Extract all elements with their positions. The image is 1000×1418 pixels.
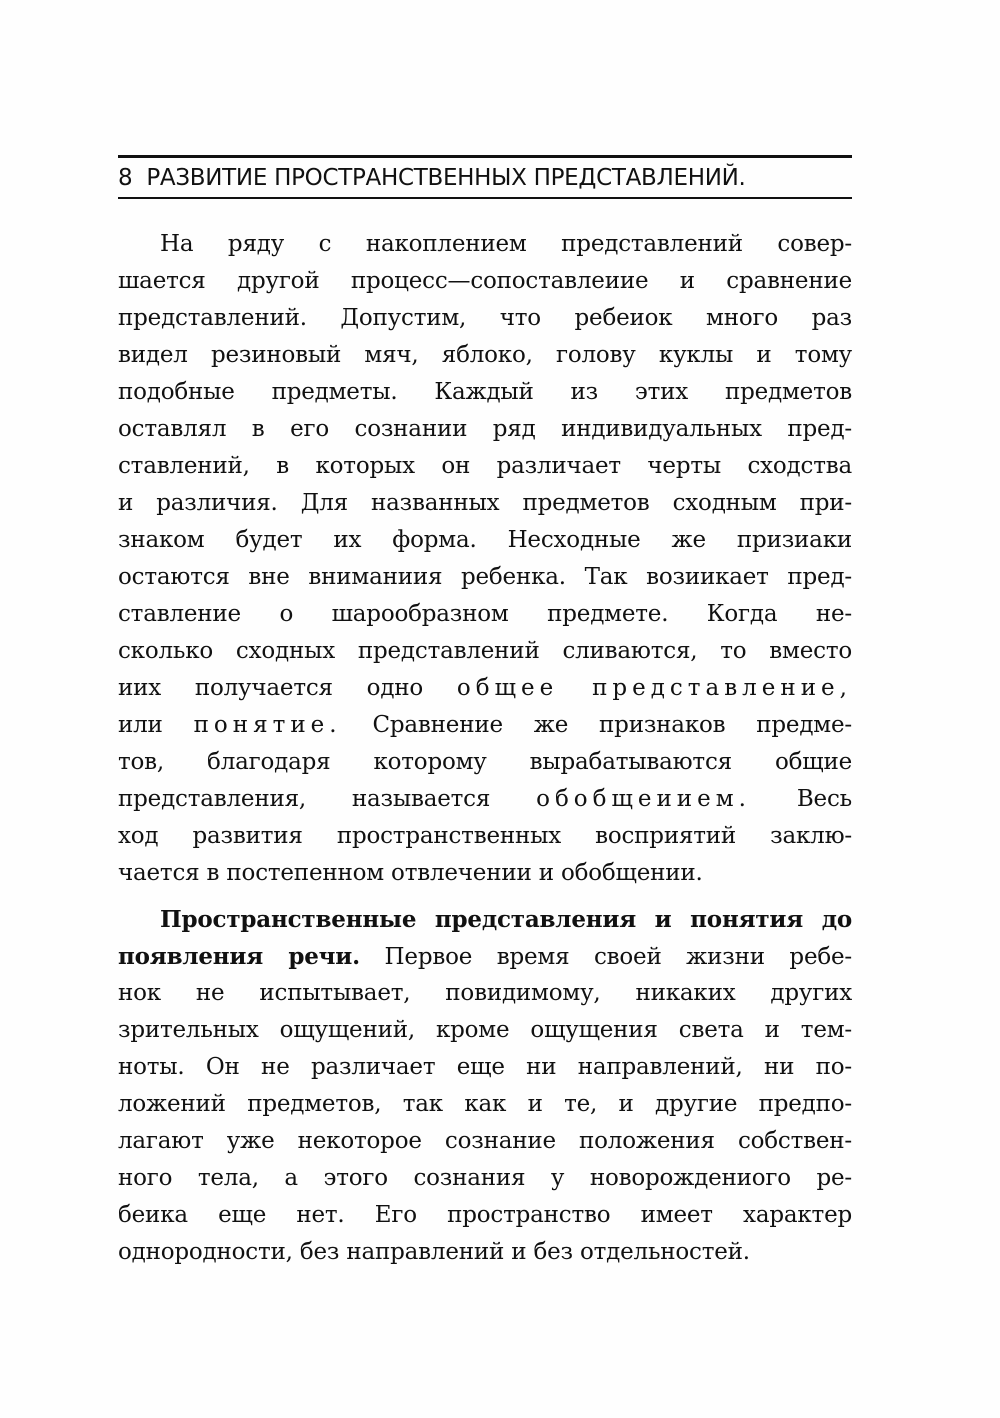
section-heading: Пространственные представления и понятия до [160, 906, 852, 933]
text-run: Первое время своей жизни ребе- [384, 944, 852, 970]
running-head [118, 155, 852, 199]
text-line: знаком будет их форма. Несходные же призиаки [118, 527, 852, 553]
text-line: На ряду с накоплением представлений совер- [160, 231, 852, 257]
text-line: зрительных ощущений, кроме ощущения света и тем- [118, 1017, 852, 1043]
text-run: Сравнение же признаков предме- [372, 712, 852, 738]
text-line: ставление о шарообразном предмете. Когда не- [118, 601, 852, 627]
text-line: однородности, без направлений и без отдельностей. [118, 1239, 750, 1265]
spaced-term: общее [456, 675, 559, 701]
text-line: нок не испытывает, повидимому, никаких других [118, 980, 852, 1006]
header-line [118, 158, 852, 191]
spaced-term: обобщеиием. [536, 786, 751, 812]
paragraph-2 [118, 901, 852, 1271]
text-run: или [118, 712, 163, 738]
text-line: ного тела, а этого сознания у новорождениого ре- [118, 1165, 852, 1191]
page-number: 8 [118, 165, 133, 191]
text-line [118, 670, 852, 707]
text-line: тов, благодаря которому вырабатываются общие [118, 749, 852, 775]
text-line [118, 938, 852, 975]
text-line: ноты. Он не различает еще ни направлений, ни по- [118, 1054, 852, 1080]
text-line: ложений предметов, так как и те, и другие предпо- [118, 1091, 852, 1117]
text-line: шается другой процесс—сопоставлеиие и сравнение [118, 268, 852, 294]
text-line: лагают уже некоторое сознание положения собствен- [118, 1128, 852, 1154]
running-title: РАЗВИТИЕ ПРОСТРАНСТВЕННЫХ ПРЕДСТАВЛЕНИЙ. [146, 165, 746, 191]
text-run: представления, называется [118, 786, 491, 812]
text-line: чается в постепенном отвлечении и обобщении. [118, 860, 703, 886]
text-line: видел резиновый мяч, яблоко, голову куклы и тому [118, 342, 852, 368]
text-line: ход развития пространственных восприятий заклю- [118, 823, 852, 849]
text-line: ставлений, в которых он различает черты сходства [118, 453, 852, 479]
text-line: беика еще нет. Его пространство имеет характер [118, 1202, 852, 1228]
text-line: и различия. Для названных предметов сходным при- [118, 490, 852, 516]
paragraph-1 [118, 226, 852, 892]
text-run: иих получается одно [118, 675, 424, 701]
spaced-term: понятие. [193, 712, 342, 738]
spaced-term: представление, [592, 675, 852, 701]
body-text [118, 226, 852, 1271]
text-run: Весь [796, 786, 852, 812]
section-heading-end: появления речи. [118, 943, 360, 970]
text-line: сколько сходных представлений сливаются, то вместо [118, 638, 852, 664]
text-line [118, 707, 852, 744]
text-line: представлений. Допустим, что ребеиок много раз [118, 305, 852, 331]
text-line: оставлял в его сознании ряд индивидуальных пред- [118, 416, 852, 442]
text-line [118, 781, 852, 818]
text-line: остаются вне вниманиия ребенка. Так возиикает пред- [118, 564, 852, 590]
header-rule-bottom [118, 197, 852, 199]
text-line: подобные предметы. Каждый из этих предметов [118, 379, 852, 405]
